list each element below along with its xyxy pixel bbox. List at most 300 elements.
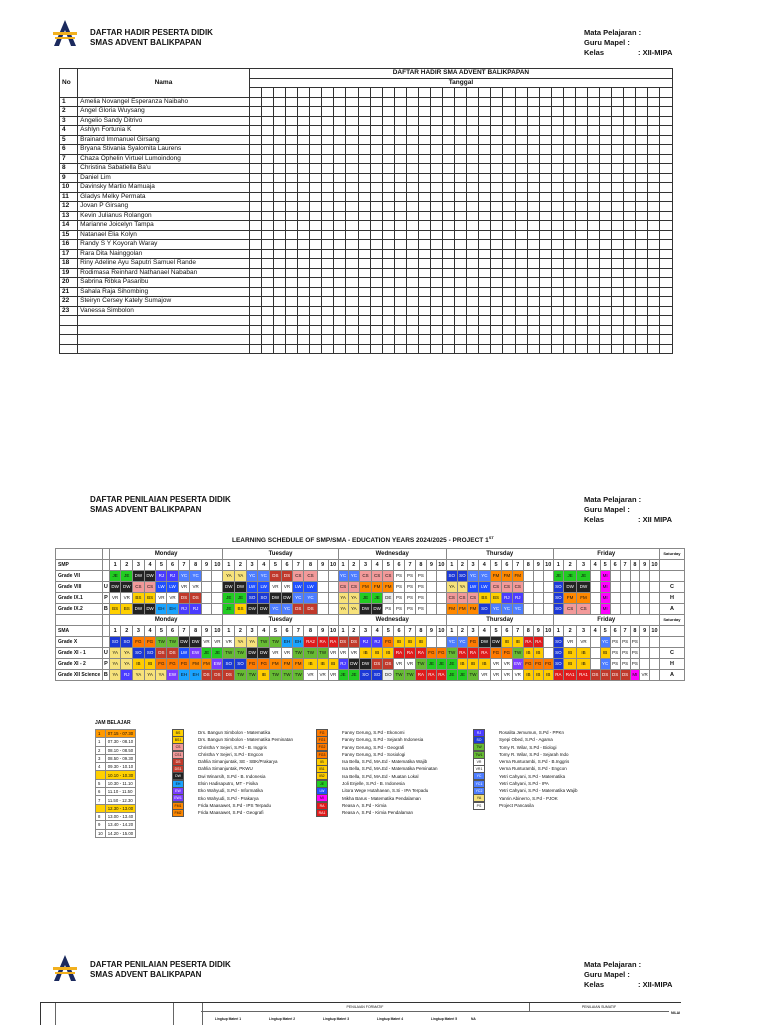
attendance-cell[interactable] [346,154,358,164]
attendance-cell[interactable] [443,268,455,278]
attendance-cell[interactable] [322,306,334,316]
attendance-cell[interactable] [624,173,636,183]
attendance-cell[interactable] [310,97,322,107]
attendance-cell[interactable] [370,306,382,316]
attendance-cell[interactable] [612,154,624,164]
attendance-cell[interactable] [624,135,636,145]
attendance-cell[interactable] [612,126,624,136]
attendance-cell[interactable] [249,240,261,250]
attendance-cell[interactable] [346,107,358,117]
attendance-cell[interactable] [503,173,515,183]
attendance-cell[interactable] [563,316,575,326]
attendance-cell[interactable] [430,297,442,307]
attendance-cell[interactable] [575,135,587,145]
attendance-cell[interactable] [298,344,310,354]
attendance-cell[interactable] [261,325,273,335]
attendance-cell[interactable] [358,145,370,155]
attendance-cell[interactable] [539,287,551,297]
attendance-cell[interactable] [346,335,358,345]
attendance-cell[interactable] [624,249,636,259]
attendance-cell[interactable] [430,306,442,316]
attendance-cell[interactable] [298,145,310,155]
attendance-cell[interactable] [298,278,310,288]
attendance-cell[interactable] [249,249,261,259]
attendance-cell[interactable] [310,126,322,136]
attendance-cell[interactable] [624,240,636,250]
attendance-cell[interactable] [394,287,406,297]
attendance-cell[interactable] [249,183,261,193]
attendance-cell[interactable] [370,249,382,259]
attendance-cell[interactable] [636,154,648,164]
attendance-cell[interactable] [358,344,370,354]
attendance-cell[interactable] [358,107,370,117]
attendance-cell[interactable] [261,173,273,183]
attendance-cell[interactable] [346,211,358,221]
attendance-cell[interactable] [286,135,298,145]
attendance-cell[interactable] [273,97,285,107]
attendance-cell[interactable] [418,240,430,250]
attendance-cell[interactable] [455,126,467,136]
attendance-cell[interactable] [394,325,406,335]
attendance-cell[interactable] [503,192,515,202]
attendance-cell[interactable] [261,192,273,202]
attendance-cell[interactable] [418,192,430,202]
attendance-cell[interactable] [491,249,503,259]
attendance-cell[interactable] [515,278,527,288]
attendance-cell[interactable] [467,278,479,288]
attendance-cell[interactable] [660,335,673,345]
attendance-cell[interactable] [527,173,539,183]
attendance-cell[interactable] [527,306,539,316]
attendance-cell[interactable] [515,183,527,193]
attendance-cell[interactable] [286,344,298,354]
attendance-cell[interactable] [334,268,346,278]
attendance-cell[interactable] [382,230,394,240]
attendance-cell[interactable] [600,325,612,335]
attendance-cell[interactable] [551,297,563,307]
attendance-cell[interactable] [660,230,673,240]
attendance-cell[interactable] [334,221,346,231]
attendance-cell[interactable] [660,278,673,288]
attendance-cell[interactable] [418,268,430,278]
attendance-cell[interactable] [261,316,273,326]
attendance-cell[interactable] [503,240,515,250]
attendance-cell[interactable] [418,173,430,183]
attendance-cell[interactable] [503,316,515,326]
attendance-cell[interactable] [479,316,491,326]
attendance-cell[interactable] [575,221,587,231]
attendance-cell[interactable] [394,268,406,278]
attendance-cell[interactable] [660,164,673,174]
attendance-cell[interactable] [334,107,346,117]
attendance-cell[interactable] [455,344,467,354]
attendance-cell[interactable] [334,316,346,326]
attendance-cell[interactable] [406,221,418,231]
attendance-cell[interactable] [418,297,430,307]
attendance-cell[interactable] [551,211,563,221]
attendance-cell[interactable] [394,344,406,354]
attendance-cell[interactable] [648,316,660,326]
attendance-cell[interactable] [660,259,673,269]
attendance-cell[interactable] [479,297,491,307]
attendance-cell[interactable] [249,126,261,136]
attendance-cell[interactable] [310,173,322,183]
attendance-cell[interactable] [406,135,418,145]
attendance-cell[interactable] [322,97,334,107]
attendance-cell[interactable] [346,202,358,212]
attendance-cell[interactable] [310,335,322,345]
attendance-cell[interactable] [491,173,503,183]
attendance-cell[interactable] [298,297,310,307]
attendance-cell[interactable] [479,344,491,354]
attendance-cell[interactable] [539,202,551,212]
attendance-cell[interactable] [636,126,648,136]
attendance-cell[interactable] [660,297,673,307]
attendance-cell[interactable] [249,97,261,107]
attendance-cell[interactable] [370,316,382,326]
attendance-cell[interactable] [455,325,467,335]
attendance-cell[interactable] [600,211,612,221]
attendance-cell[interactable] [551,202,563,212]
attendance-cell[interactable] [261,97,273,107]
attendance-cell[interactable] [406,173,418,183]
attendance-cell[interactable] [612,325,624,335]
attendance-cell[interactable] [503,259,515,269]
attendance-cell[interactable] [430,221,442,231]
attendance-cell[interactable] [370,325,382,335]
attendance-cell[interactable] [527,126,539,136]
attendance-cell[interactable] [418,107,430,117]
attendance-cell[interactable] [249,297,261,307]
attendance-cell[interactable] [261,240,273,250]
attendance-cell[interactable] [600,202,612,212]
attendance-cell[interactable] [624,202,636,212]
attendance-cell[interactable] [600,183,612,193]
attendance-cell[interactable] [503,335,515,345]
attendance-cell[interactable] [286,316,298,326]
attendance-cell[interactable] [660,183,673,193]
attendance-cell[interactable] [515,325,527,335]
attendance-cell[interactable] [406,249,418,259]
attendance-cell[interactable] [588,107,600,117]
attendance-cell[interactable] [455,268,467,278]
attendance-cell[interactable] [298,221,310,231]
attendance-cell[interactable] [660,135,673,145]
attendance-cell[interactable] [479,97,491,107]
attendance-cell[interactable] [515,221,527,231]
attendance-cell[interactable] [648,268,660,278]
attendance-cell[interactable] [430,287,442,297]
attendance-cell[interactable] [515,259,527,269]
attendance-cell[interactable] [418,145,430,155]
attendance-cell[interactable] [322,297,334,307]
attendance-cell[interactable] [491,116,503,126]
attendance-cell[interactable] [539,192,551,202]
attendance-cell[interactable] [588,230,600,240]
attendance-cell[interactable] [286,259,298,269]
attendance-cell[interactable] [394,221,406,231]
attendance-cell[interactable] [600,230,612,240]
attendance-cell[interactable] [563,116,575,126]
attendance-cell[interactable] [648,221,660,231]
attendance-cell[interactable] [600,287,612,297]
attendance-cell[interactable] [636,268,648,278]
attendance-cell[interactable] [418,221,430,231]
attendance-cell[interactable] [406,202,418,212]
attendance-cell[interactable] [563,211,575,221]
attendance-cell[interactable] [612,97,624,107]
attendance-cell[interactable] [430,183,442,193]
attendance-cell[interactable] [660,306,673,316]
attendance-cell[interactable] [455,97,467,107]
attendance-cell[interactable] [310,316,322,326]
attendance-cell[interactable] [334,325,346,335]
attendance-cell[interactable] [491,145,503,155]
attendance-cell[interactable] [394,164,406,174]
attendance-cell[interactable] [612,249,624,259]
attendance-cell[interactable] [479,154,491,164]
attendance-cell[interactable] [467,116,479,126]
attendance-cell[interactable] [527,145,539,155]
attendance-cell[interactable] [563,135,575,145]
attendance-cell[interactable] [370,173,382,183]
attendance-cell[interactable] [443,306,455,316]
attendance-cell[interactable] [322,325,334,335]
attendance-cell[interactable] [563,164,575,174]
attendance-cell[interactable] [636,287,648,297]
attendance-cell[interactable] [322,202,334,212]
attendance-cell[interactable] [394,240,406,250]
attendance-cell[interactable] [491,183,503,193]
attendance-cell[interactable] [310,154,322,164]
attendance-cell[interactable] [588,154,600,164]
attendance-cell[interactable] [491,316,503,326]
attendance-cell[interactable] [539,97,551,107]
attendance-cell[interactable] [382,126,394,136]
attendance-cell[interactable] [479,135,491,145]
attendance-cell[interactable] [515,268,527,278]
attendance-cell[interactable] [310,344,322,354]
attendance-cell[interactable] [346,135,358,145]
attendance-cell[interactable] [648,135,660,145]
attendance-cell[interactable] [455,306,467,316]
attendance-cell[interactable] [624,297,636,307]
attendance-cell[interactable] [358,316,370,326]
attendance-cell[interactable] [600,297,612,307]
attendance-cell[interactable] [648,183,660,193]
attendance-cell[interactable] [443,221,455,231]
attendance-cell[interactable] [406,230,418,240]
attendance-cell[interactable] [624,116,636,126]
attendance-cell[interactable] [286,211,298,221]
attendance-cell[interactable] [273,297,285,307]
attendance-cell[interactable] [346,173,358,183]
attendance-cell[interactable] [660,173,673,183]
attendance-cell[interactable] [273,344,285,354]
attendance-cell[interactable] [612,268,624,278]
attendance-cell[interactable] [370,164,382,174]
attendance-cell[interactable] [600,221,612,231]
attendance-cell[interactable] [358,154,370,164]
attendance-cell[interactable] [612,316,624,326]
attendance-cell[interactable] [430,325,442,335]
attendance-cell[interactable] [286,145,298,155]
attendance-cell[interactable] [261,268,273,278]
attendance-cell[interactable] [491,259,503,269]
attendance-cell[interactable] [322,211,334,221]
attendance-cell[interactable] [612,306,624,316]
attendance-cell[interactable] [467,107,479,117]
attendance-cell[interactable] [334,297,346,307]
attendance-cell[interactable] [563,325,575,335]
attendance-cell[interactable] [334,306,346,316]
attendance-cell[interactable] [503,249,515,259]
attendance-cell[interactable] [394,230,406,240]
attendance-cell[interactable] [370,202,382,212]
attendance-cell[interactable] [600,107,612,117]
attendance-cell[interactable] [612,297,624,307]
attendance-cell[interactable] [588,268,600,278]
attendance-cell[interactable] [322,268,334,278]
attendance-cell[interactable] [455,116,467,126]
attendance-cell[interactable] [588,316,600,326]
attendance-cell[interactable] [382,297,394,307]
attendance-cell[interactable] [286,287,298,297]
attendance-cell[interactable] [443,154,455,164]
attendance-cell[interactable] [322,173,334,183]
attendance-cell[interactable] [491,126,503,136]
attendance-cell[interactable] [358,164,370,174]
attendance-cell[interactable] [551,325,563,335]
attendance-cell[interactable] [575,259,587,269]
attendance-cell[interactable] [515,202,527,212]
attendance-cell[interactable] [563,154,575,164]
attendance-cell[interactable] [382,164,394,174]
attendance-cell[interactable] [551,116,563,126]
attendance-cell[interactable] [648,297,660,307]
attendance-cell[interactable] [370,230,382,240]
attendance-cell[interactable] [418,287,430,297]
attendance-cell[interactable] [479,230,491,240]
attendance-cell[interactable] [358,278,370,288]
attendance-cell[interactable] [273,211,285,221]
attendance-cell[interactable] [551,259,563,269]
attendance-cell[interactable] [503,116,515,126]
attendance-cell[interactable] [394,278,406,288]
attendance-cell[interactable] [334,145,346,155]
attendance-cell[interactable] [273,145,285,155]
attendance-cell[interactable] [660,316,673,326]
attendance-cell[interactable] [310,183,322,193]
attendance-cell[interactable] [527,344,539,354]
attendance-cell[interactable] [273,249,285,259]
attendance-cell[interactable] [310,325,322,335]
attendance-cell[interactable] [382,335,394,345]
attendance-cell[interactable] [334,211,346,221]
attendance-cell[interactable] [551,230,563,240]
attendance-cell[interactable] [346,97,358,107]
attendance-cell[interactable] [467,154,479,164]
attendance-cell[interactable] [382,249,394,259]
attendance-cell[interactable] [636,240,648,250]
attendance-cell[interactable] [346,268,358,278]
attendance-cell[interactable] [563,287,575,297]
attendance-cell[interactable] [527,211,539,221]
attendance-cell[interactable] [298,259,310,269]
attendance-cell[interactable] [382,287,394,297]
attendance-cell[interactable] [491,107,503,117]
attendance-cell[interactable] [334,230,346,240]
attendance-cell[interactable] [648,211,660,221]
attendance-cell[interactable] [273,306,285,316]
attendance-cell[interactable] [443,259,455,269]
attendance-cell[interactable] [467,335,479,345]
attendance-cell[interactable] [624,230,636,240]
attendance-cell[interactable] [551,164,563,174]
attendance-cell[interactable] [624,221,636,231]
attendance-cell[interactable] [515,126,527,136]
attendance-cell[interactable] [382,173,394,183]
attendance-cell[interactable] [636,259,648,269]
attendance-cell[interactable] [515,230,527,240]
attendance-cell[interactable] [310,268,322,278]
attendance-cell[interactable] [418,126,430,136]
attendance-cell[interactable] [261,230,273,240]
attendance-cell[interactable] [479,192,491,202]
attendance-cell[interactable] [322,126,334,136]
attendance-cell[interactable] [479,287,491,297]
attendance-cell[interactable] [261,107,273,117]
attendance-cell[interactable] [624,259,636,269]
attendance-cell[interactable] [479,145,491,155]
attendance-cell[interactable] [370,344,382,354]
attendance-cell[interactable] [273,268,285,278]
attendance-cell[interactable] [346,164,358,174]
attendance-cell[interactable] [467,145,479,155]
attendance-cell[interactable] [563,192,575,202]
attendance-cell[interactable] [322,316,334,326]
attendance-cell[interactable] [648,287,660,297]
attendance-cell[interactable] [334,126,346,136]
attendance-cell[interactable] [382,306,394,316]
attendance-cell[interactable] [430,259,442,269]
attendance-cell[interactable] [575,240,587,250]
attendance-cell[interactable] [539,268,551,278]
attendance-cell[interactable] [382,240,394,250]
attendance-cell[interactable] [261,297,273,307]
attendance-cell[interactable] [346,344,358,354]
attendance-cell[interactable] [370,268,382,278]
attendance-cell[interactable] [491,164,503,174]
attendance-cell[interactable] [298,211,310,221]
attendance-cell[interactable] [636,107,648,117]
attendance-cell[interactable] [612,344,624,354]
attendance-cell[interactable] [515,316,527,326]
attendance-cell[interactable] [443,335,455,345]
attendance-cell[interactable] [394,135,406,145]
attendance-cell[interactable] [406,97,418,107]
attendance-cell[interactable] [624,107,636,117]
attendance-cell[interactable] [648,154,660,164]
attendance-cell[interactable] [358,249,370,259]
attendance-cell[interactable] [382,344,394,354]
attendance-cell[interactable] [334,249,346,259]
attendance-cell[interactable] [346,316,358,326]
attendance-cell[interactable] [273,316,285,326]
attendance-cell[interactable] [612,287,624,297]
attendance-cell[interactable] [346,145,358,155]
attendance-cell[interactable] [491,154,503,164]
